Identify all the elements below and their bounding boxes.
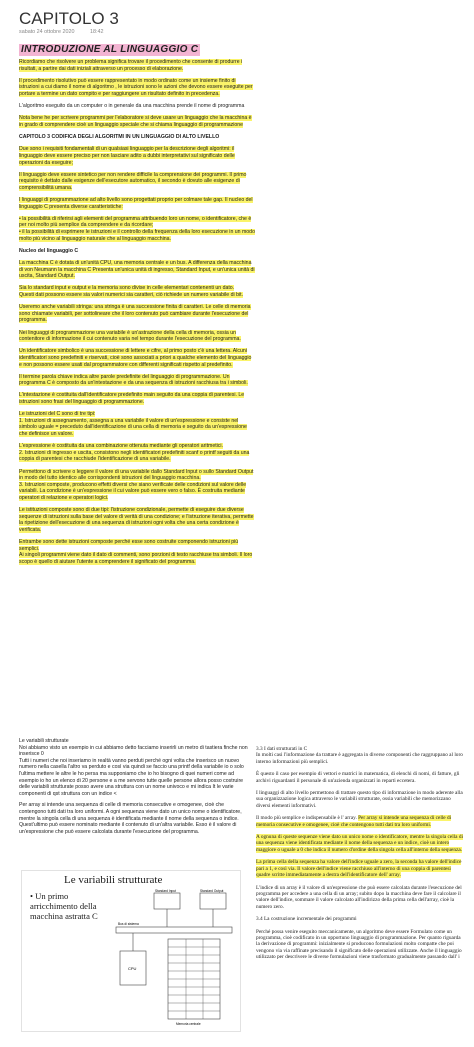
highlight: Un identificatore simbolico è una successione di lettere e cifre, al primo posto c'è una lettera. Alcuni identificatori sono predefiniti e riservati, cioè sono associati a priori a qualche elemento del linguaggio e non possono essere usati dal programmatore con differenti significati rispetto al predefinito. — [19, 348, 252, 368]
highlight: La prima cella della sequenza ha valore dell'indice uguale a zero, la seconda ha valore dell'indice pari a 1, e così via. Il valore dell'indice viene racchiuso all'interno di una coppia di parentesi quadre scritte immediatamente a destra dell'identificatore dell' array. — [256, 859, 462, 879]
paragraph — [19, 507, 255, 533]
paragraph — [256, 834, 464, 853]
paragraph: L'algoritmo eseguito da un computer o in generale da una macchina prende il nome di programma — [19, 103, 245, 110]
subheading: 3.4 La costruzione incrementale dei programmi — [256, 916, 357, 923]
highlight: • la possibilità di riferirsi agli elementi del programma attribuendo loro un nome, o identificatore, che è per noi molto più semplice da comprendere e da ricordare; • il la possibilità di esprimere le istruzioni e il controllo della frequenza della loro esecuzione in un modo molto più vicino al linguaggio naturale che al linguaggio macchina. — [19, 215, 255, 242]
paragraph — [19, 443, 255, 463]
highlight: Le istruzioni del C sono di tre tipi: 1. Istruzioni di assegnamento, assegna a una variabile il valore di un'espressione e consiste nel simbolo uguale = preceduto dall'identificazione di una cella di memoria e seguito da un'espressione che definisce un valore. — [19, 411, 247, 438]
highlight: Nota bene he per scrivere programmi per l'elaboratore si deve usare un linguaggio che la macchina è in grado di comprendere cioè un linguaggio speciale che si chiama linguaggio di programmazione — [19, 115, 252, 128]
section-heading: INTRODUZIONE AL LINGUAGGIO C — [21, 44, 199, 55]
cpu-label: CPU — [128, 966, 137, 971]
paragraph — [19, 78, 255, 98]
highlight: Due sono i requisiti fondamentali di un qualsiasi linguaggio per la descrizione degli algoritmi: il linguaggio deve essere preciso per non lasciare adito a dubbi interpretativi sul significato delle operazioni da eseguire; — [19, 146, 235, 166]
paragraph — [19, 115, 255, 128]
paragraph — [19, 146, 255, 166]
paragraph — [19, 285, 255, 298]
highlight: Il linguaggio deve essere sintetico per non rendere difficile la comprensione dei programmi. Il primo requisito è dettato dalle esigenze dell'esecutore automatico, il secondo è dovuto alle esigenze di comprensibilità umana. — [19, 171, 247, 191]
subheading: CAPITOLO 3 CODIFICA DEGLI ALGORITMI IN UN LINGUAGGIO DI ALTO LIVELLO — [19, 134, 220, 141]
paragraph — [19, 348, 255, 368]
highlight: Useremo anche variabili stringa: una stringa è una successione finita di caratteri. Le celle di memoria sono chiamate variabili, per sottolineare che il loro contenuto può cambiare durante l'esecuzione del programma. — [19, 304, 251, 324]
bus-label: Bus di sistema — [118, 922, 139, 926]
highlight: Ricordiamo che risolvere un problema significa trovare il procedimento che consente di produrre i risultati, a partire dai dati iniziali attraverso un processo di elaborazione. — [19, 59, 243, 72]
paragraph: I linguaggi di alto livello permettono di trattare questo tipo di informazione in modo aderente alla sua organizzazione logica attraverso le variabili strutturate, ossia variabili che memorizzano diversi elementi informativi. — [256, 790, 463, 809]
paragraph: È questo il caso per esempio di vettori e matrici in matematica, di elenchi di nomi, di fatture, gli archivi riguardanti il personale di un'azienda organizzati in reparti eccetera. — [256, 771, 460, 784]
paragraph: L'indice di un array è il valore di un'espressione che può essere calcolata durante l'esecuzione del programma per accedere a una cella di un array; subito dopo la macchina deve fare il calcolare il valore dell'indice, sommare il valore calcolato all'indirizzo della prima cella dell'array, cioè la numero zero. — [256, 884, 462, 910]
text-run: Il modo più semplice e indispensabile è l' array. — [256, 815, 359, 822]
notes-bottom-left — [19, 738, 251, 840]
machine-diagram — [114, 887, 236, 1027]
highlight: Il termine parola chiave indica altre parole predefinite del linguaggio di programmazione. Un programma C è composto da un'intestazione e da una sequenza di istruzioni racchiusa tra i simboli. — [19, 373, 248, 387]
bus — [116, 927, 232, 933]
std-output-box — [200, 893, 226, 909]
highlight: Il procedimento risolutivo può essere rappresentato in modo ordinato come un insieme finito di istruzioni a cui diamo il nome di algoritmo , le istruzioni sono le azioni che devono essere eseguite per portare a termine un dato compito e per raggiungere un risultato definito in precedenza. — [19, 77, 253, 97]
highlight: L'espressione è costituita da una combinazione ottenuta mediante gli operatori aritmetici. 2. Istruzioni di ingresso e uscita, consistono negli identificatori predefiniti scanf o printf seguiti da una coppia di parentesi che racchiude l'identificazione di una variabile. — [19, 443, 250, 463]
paragraph — [256, 815, 464, 828]
std-output-label: Standard Output — [200, 889, 224, 893]
paragraph — [256, 859, 464, 878]
page-title: CAPITOLO 3 — [19, 9, 119, 28]
paragraph — [19, 392, 255, 405]
std-input-label: Standard Input — [155, 889, 176, 893]
paragraph: Le variabili strutturate Noi abbiamo visto un esempio in cui abbiamo detto facciamo inserirli un metro di tastiera finche non inserisce 0 Tutti i numeri che noi inseriamo in realtà vanno perduti perché ogni volta che inserisco un nuovo numero nella casella l'altro va perduto e così via quindi se faccio una printf della variabile io o solo l'ultima mettere le altre le ho persa ma supponiamo che io ho bisogno di quei numeri come ad esempio io ho un elenco di 20 persone e a me servono tutte quelle persone allora posso costruire delle variabili strutturate posso avere una struttura con un nome univoco e mi indica It le varie componenti di qst struttura con un indice < — [19, 738, 248, 797]
std-input-box — [154, 893, 180, 909]
paragraph — [19, 330, 255, 343]
notes-column-right — [256, 746, 464, 967]
highlight: Le istituzioni composte sono di due tipi: l'istruzione condizionale, permette di eseguire due diverse sequenze di istruzioni sulla base del valore di verità di una condizione; e l'istruzione iterativa, permette la ripetizione dell'esecuzione di una sequenza di istruzioni ogni volta che una certa condizione è verificata. — [19, 507, 254, 533]
paragraph — [19, 304, 255, 324]
notes-column-left — [19, 44, 255, 571]
paragraph: Per array si intende una sequenza di celle di memoria consecutive e omogenee, cioè che contengono tutti dati tra loro uniformi. A ogni sequenza viene dato un unico nome o identificatore, mentre la singola cella di una sequenza è identificata mediante il nome della sequenza o indice. Quest'ultimo può essere nominato mediante il contenuto di un'altra variabile. Esso è il valore di un'espressione che può essere calcolata durante l'esecuzione del programma. — [19, 802, 242, 835]
memory-label: Memoria centrale — [176, 1022, 201, 1026]
highlight: A ognuna di queste sequenze viene dato un unico nome o identificatore, mentre la singola cella di una sequenza viene identificata mediante il nome della sequenza e un indice, cioè un intero maggiore o uguale a 0 che indica il numero d'ordine della singola cella all'interno della sequenza. — [256, 834, 463, 853]
paragraph — [19, 59, 255, 72]
paragraph — [19, 260, 255, 280]
paragraph — [19, 411, 255, 437]
paragraph: 3.3 I dati strutturati in C In molti casi l'informazione da trattare è aggregata in diverse componenti che raggruppano al loro interno informazioni più semplici. — [256, 746, 463, 765]
slide-bullet: • Un primo arricchimento della macchina astratta C — [30, 891, 98, 921]
highlight: Nei linguaggi di programmazione una variabile è un'astrazione della cella di memoria, ossia un contenitore di informazione il cui contenuto varia nel tempo durante l'esecuzione del programma. — [19, 329, 241, 343]
highlight: L'intestazione è costituita dall'identificatore predefinito main seguito da una coppia di parentesi. Le istruzioni sono frasi del linguaggio di programmazione. — [19, 392, 245, 406]
paragraph: Perché possa venire eseguito meccanicamente, un algoritmo deve essere Formulato come un programma, cioè codificato in un opportuno linguaggio di programmazione. Per quanto riguarda la derivazione di programmi: inizialmente si producono formulazioni molto compatte che poi vengono via via raffinate precisando il significato delle operazioni utilizzate. Anche il linguaggio utilizzato per descrivere le diverse formulazioni viene trasformato gradualmente passando dall' i — [256, 928, 462, 961]
paragraph — [19, 374, 255, 387]
highlight: Sia lo standard input e output e la memoria sono divise in celle elementari contenenti un dato. Questi dati possono essere sia valori numerici sia caratteri, ciò richiede un numero variabile di bit. — [19, 285, 244, 298]
highlight: Entrambe sono dette istruzioni composte perché esse sono costruite componendo istruzioni più semplici. Ai singoli programmi viene dato il dato di commenti, sono porzioni di testo racchiuse tra simboli. Il loro scopo è quello di aiutare l'utente a comprendere il significato del programma. — [19, 539, 253, 565]
highlight: I linguaggi di programmazione ad alto livello sono progettati proprio per colmare tale gap. Il nucleo del linguaggio C presenta diverse caratteristiche: — [19, 197, 253, 210]
paragraph — [19, 469, 255, 502]
page-meta — [19, 29, 117, 35]
page-date: sabato 24 ottobre 2020 — [19, 29, 75, 35]
paragraph — [19, 172, 255, 192]
highlight: Per array si intende una sequenza di celle di memoria consecutive e omogenee, cioè che contengono tutti dati tra loro uniformi. — [256, 815, 452, 828]
page-time: 18:42 — [89, 29, 104, 35]
paragraph — [19, 216, 255, 242]
slide-title: Le variabili strutturate — [64, 874, 163, 886]
highlight: La macchina C è dotata di un'unità CPU, una memoria centrale e un bus. A differenza della macchina di von Neumann la macchina C Presenta un'unica unità di ingresso, Standard Input, e un'unica unità di uscita, Standard Output. — [19, 260, 255, 280]
paragraph — [19, 197, 255, 210]
highlight: Permettono di scrivere o leggere il valore di una variabile dallo Standard Input o sullo Standard Output in modo del tutto identico alle corrispondenti istruzioni del linguaggio macchina. 3. Istruzioni composte, producono effetti diversi che siano verificate delle condizioni sul valore delle variabili. La condizione è un'espressione il cui valore può essere vero o falso. È costruita mediante operatori di relazione e operatori logici. — [19, 468, 254, 501]
paragraph — [19, 539, 255, 565]
embedded-slide-image — [21, 870, 241, 1032]
subheading: Nucleo del linguaggio C — [19, 247, 79, 254]
